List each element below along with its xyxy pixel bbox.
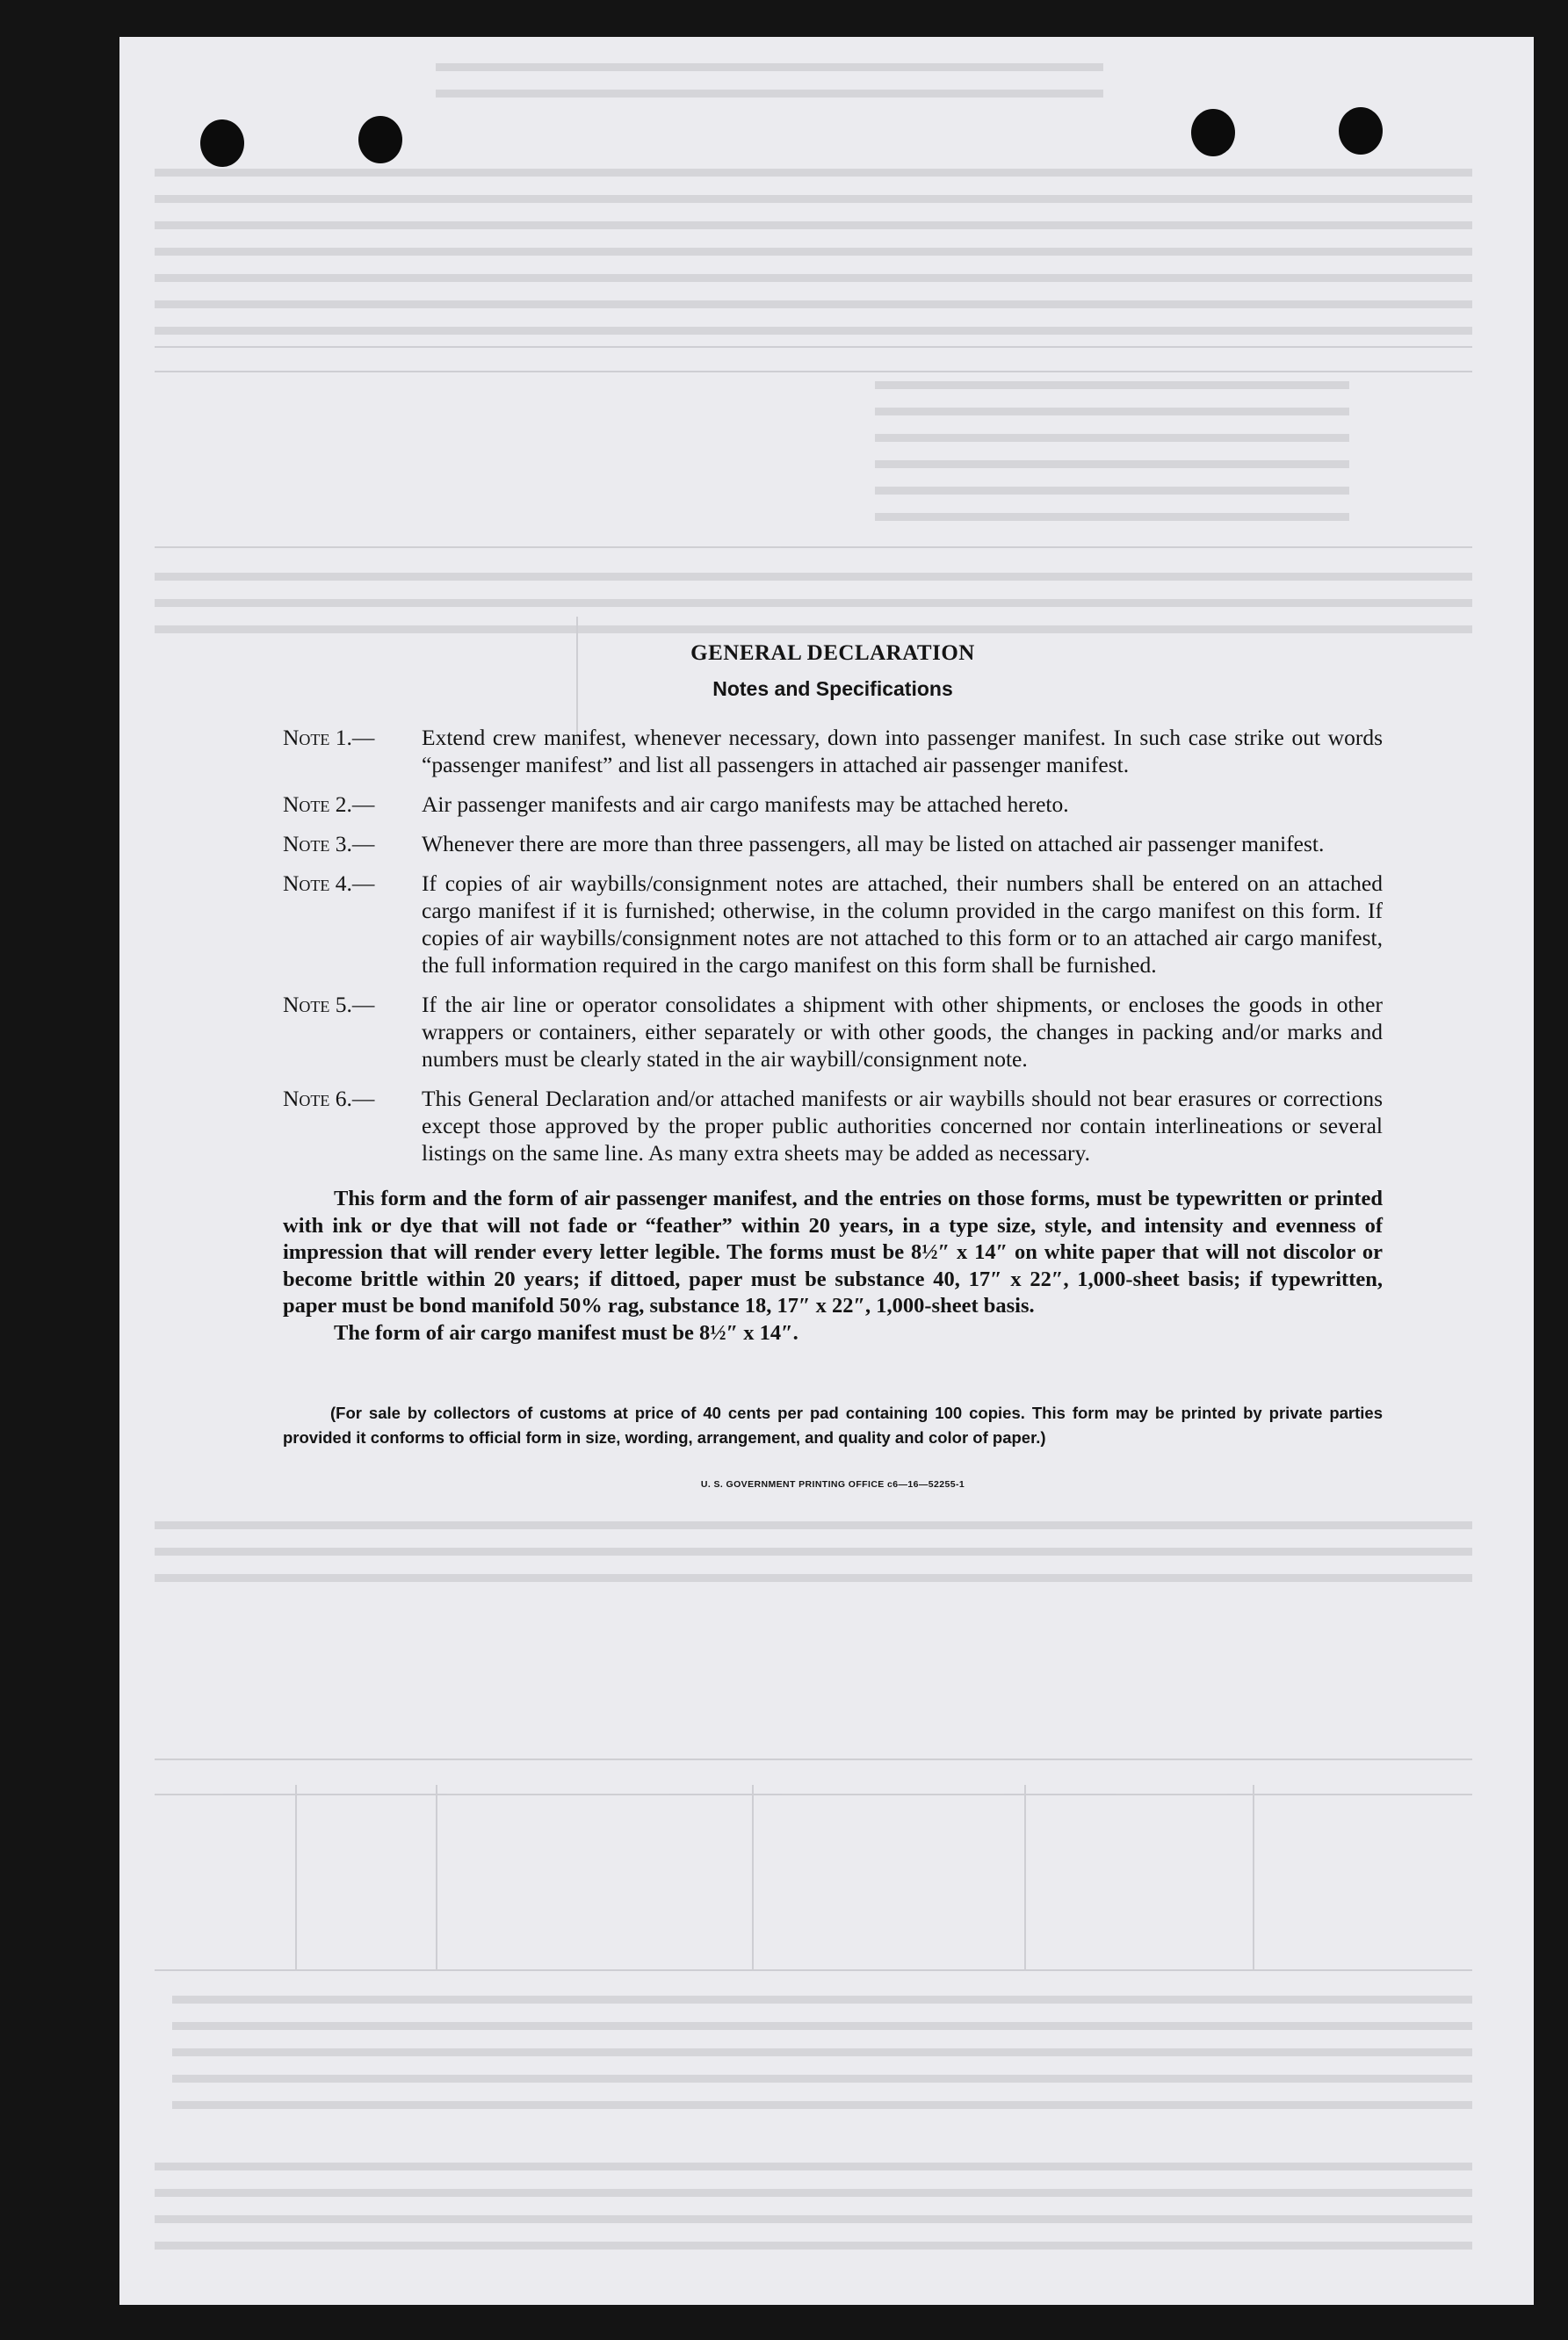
note-text: Whenever there are more than three passengers, all may be listed on attached air passenger manifest.	[422, 831, 1325, 856]
note-4	[283, 870, 1383, 979]
note-label: Note 2.—	[283, 791, 375, 817]
punch-hole	[1191, 109, 1235, 156]
note-1	[283, 724, 1383, 778]
sale-notice: (For sale by collectors of customs at price of 40 cents per pad containing 100 copies. This form may be printed by private parties provided it conforms to official form in size, wording, arrangement, and quality and color of paper.)	[283, 1404, 1383, 1447]
note-text: This General Declaration and/or attached manifests or air waybills should not bear erasures or corrections except those approved by the proper public authorities concerned nor contain interlineations or several listings on the same line. As many extra sheets may be added as necessary.	[422, 1086, 1383, 1166]
cargo-manifest-size: The form of air cargo manifest must be 8½″ x 14″.	[334, 1320, 798, 1345]
note-text: Extend crew manifest, whenever necessary, down into passenger manifest. In such case strike out words “passenger manifest” and list all passengers in attached air passenger manifest.	[422, 725, 1383, 777]
note-label: Note 3.—	[283, 831, 375, 856]
note-text: If the air line or operator consolidates a shipment with other shipments, or encloses the goods in other wrappers or containers, either separately or with other goods, the changes in packing and/or marks and numbers must be clearly stated in the air waybill/consignment note.	[422, 992, 1383, 1072]
declaration-notes	[283, 639, 1383, 1499]
note-label: Note 5.—	[283, 992, 375, 1017]
note-label: Note 4.—	[283, 870, 375, 896]
punch-hole	[358, 116, 402, 163]
punch-hole	[1339, 107, 1383, 155]
note-label: Note 1.—	[283, 725, 375, 750]
note-5	[283, 991, 1383, 1072]
note-text: If copies of air waybills/consignment notes are attached, their numbers shall be entered on an attached cargo manifest if it is furnished; otherwise, in the column provided in the cargo manifest on this form. If copies of air waybills/consignment notes are not attached to this form or to an attached air cargo manifest, the full information required in the cargo manifest on this form shall be furnished.	[422, 870, 1383, 978]
note-3	[283, 830, 1383, 857]
note-text: Air passenger manifests and air cargo manifests may be attached hereto.	[422, 791, 1069, 817]
form-requirements-paragraph: This form and the form of air passenger manifest, and the entries on those forms, must be typewritten or printed with ink or dye that will not fade or “feather” within 20 years, in a type size, style, and intensity and evenness of impression that will render every letter legible. The forms must be 8½″ x 14″ on white paper that will not discolor or become brittle within 20 years; if dittoed, paper must be substance 40, 17″ x 22″, 1,000-sheet basis; if typewritten, paper must be bond manifold 50% rag, substance 18, 17″ x 22″, 1,000-sheet basis.	[283, 1187, 1383, 1318]
page-title: GENERAL DECLARATION	[690, 641, 975, 665]
note-2	[283, 791, 1383, 818]
document-page	[119, 37, 1534, 2305]
page-subtitle: Notes and Specifications	[712, 677, 953, 700]
note-label: Note 6.—	[283, 1086, 375, 1111]
punch-hole	[200, 119, 244, 167]
printer-imprint: U. S. GOVERNMENT PRINTING OFFICE c6—16—52255-1	[700, 1479, 965, 1490]
note-6	[283, 1085, 1383, 1166]
